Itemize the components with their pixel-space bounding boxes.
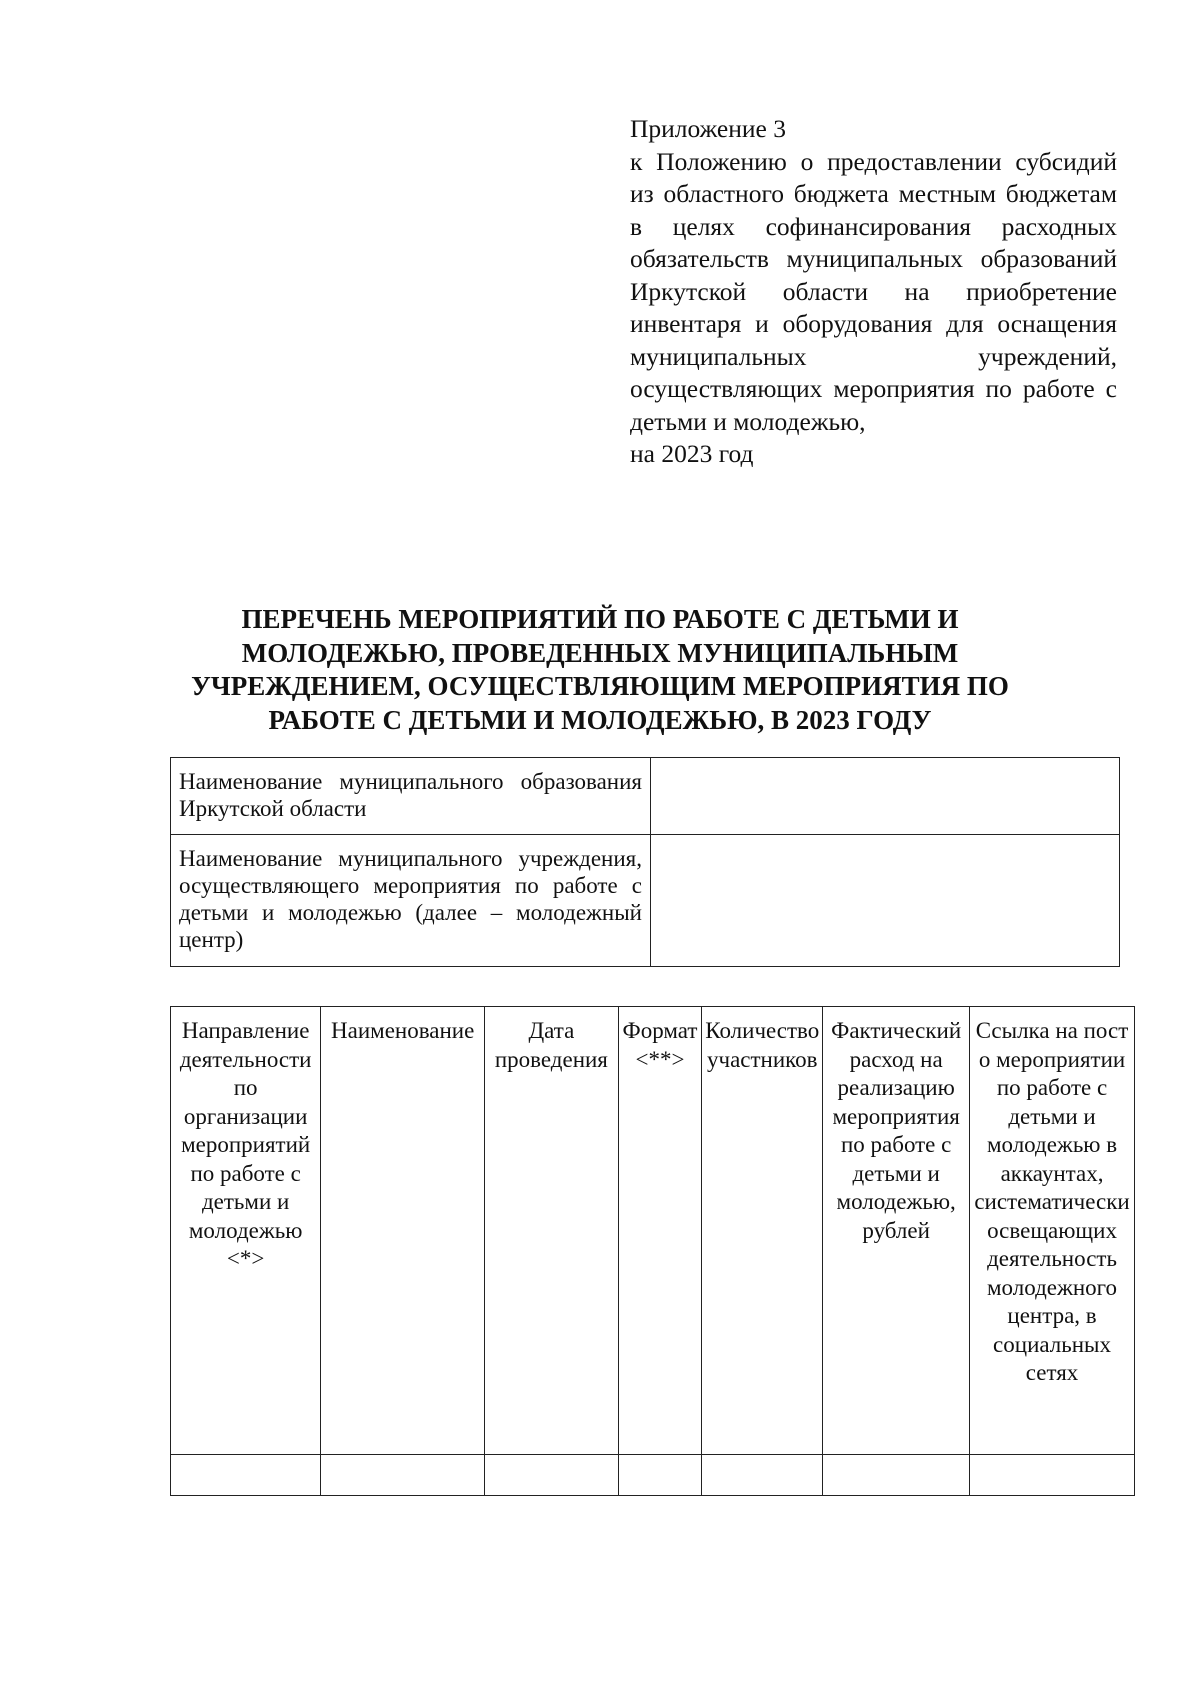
col-header-name: Наименование xyxy=(321,1007,485,1455)
table-cell[interactable] xyxy=(618,1455,702,1496)
document-title xyxy=(150,603,1050,737)
annex-year: на 2023 год xyxy=(630,439,754,468)
table-cell[interactable] xyxy=(702,1455,823,1496)
col-header-expense: Фактический расход на реализацию мероприятия по работе с детьми и молодежью, рублей xyxy=(823,1007,970,1455)
table-cell[interactable] xyxy=(970,1455,1135,1496)
institution-value-cell[interactable] xyxy=(651,835,1120,967)
annex-block xyxy=(630,113,1117,471)
table-cell[interactable] xyxy=(485,1455,619,1496)
events-table-header-row xyxy=(171,1007,1135,1455)
municipality-value-cell[interactable] xyxy=(651,758,1120,835)
col-header-participants: Количество участников xyxy=(702,1007,823,1455)
info-row-municipality xyxy=(171,758,1120,835)
col-header-direction: Направление деятельности по организации мероприятий по работе с детьми и молодежью <*> xyxy=(171,1007,321,1455)
col-header-date: Дата проведения xyxy=(485,1007,619,1455)
institution-label: Наименование муниципального учреждения, осуществляющего мероприятия по работе с детьми и молодежью (далее – молодежный центр) xyxy=(171,835,651,967)
title-line: РАБОТЕ С ДЕТЬМИ И МОЛОДЕЖЬЮ, В 2023 ГОДУ xyxy=(268,704,932,735)
annex-number: Приложение 3 xyxy=(630,114,786,143)
col-header-link: Ссылка на пост о мероприятии по работе с детьми и молодежью в аккаунтах, систематически освещающих деятельность молодежного центра, в социальных сетях xyxy=(970,1007,1135,1455)
table-cell[interactable] xyxy=(321,1455,485,1496)
info-row-institution xyxy=(171,835,1120,967)
municipality-label: Наименование муниципального образования Иркутской области xyxy=(171,758,651,835)
title-line: МОЛОДЕЖЬЮ, ПРОВЕДЕННЫХ МУНИЦИПАЛЬНЫМ xyxy=(241,637,959,668)
table-cell[interactable] xyxy=(823,1455,970,1496)
annex-reference: к Положению о предоставлении субсидий из областного бюджета местным бюджетам в целях софинансирования расходных обязательств муниципальных образований Иркутской области на приобретение инвентаря и оборудования для оснащения муниципальных учреждений, осуществляющих мероприятия по работе с детьми и молодежью, xyxy=(630,146,1117,436)
col-header-format: Формат <**> xyxy=(618,1007,702,1455)
table-cell[interactable] xyxy=(171,1455,321,1496)
title-line: УЧРЕЖДЕНИЕМ, ОСУЩЕСТВЛЯЮЩИМ МЕРОПРИЯТИЯ ПО xyxy=(191,671,1009,701)
events-table xyxy=(170,1006,1135,1496)
title-line: ПЕРЕЧЕНЬ МЕРОПРИЯТИЙ ПО РАБОТЕ С ДЕТЬМИ И xyxy=(241,604,959,634)
info-table xyxy=(170,757,1120,967)
table-row xyxy=(171,1455,1135,1496)
